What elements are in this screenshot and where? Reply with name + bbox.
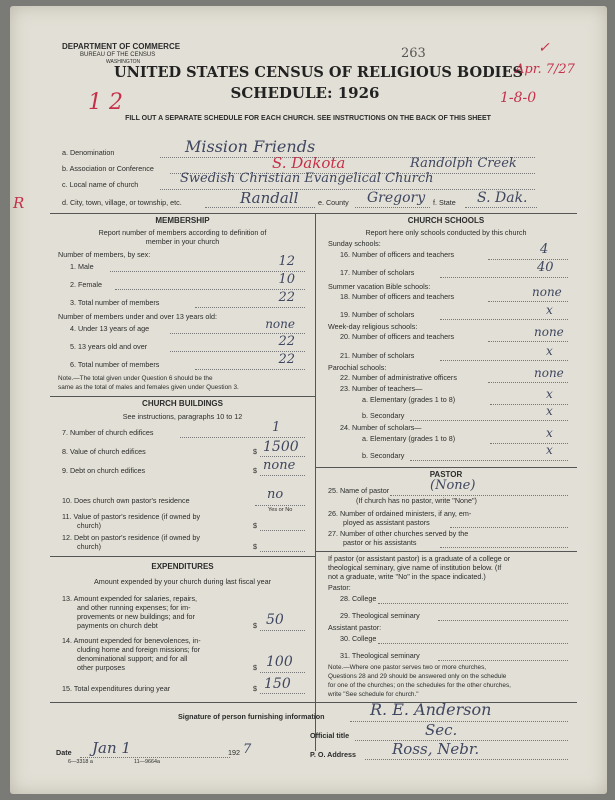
q20-value[interactable]: none (534, 325, 564, 339)
q27-label-1: 27. Number of other churches served by the (328, 529, 469, 538)
q15-dollar: $ (253, 684, 257, 693)
q2-label: 2. Female (70, 280, 102, 289)
q1-value[interactable]: 12 (278, 254, 295, 269)
graduate-text-2: theological seminary, give name of institution below. (If (328, 563, 502, 572)
year-label: 192 (228, 748, 240, 757)
q22-label: 22. Number of administrative officers (340, 373, 457, 382)
pastor-sublabel: Pastor: (328, 583, 351, 592)
city-label: WASHINGTON (106, 59, 141, 65)
q8-value[interactable]: 1500 (263, 439, 299, 455)
age-intro-label: Number of members under and over 13 years old: (58, 312, 218, 321)
po-address-label: P. O. Address (310, 750, 356, 759)
q10-label: 10. Does church own pastor's residence (62, 496, 190, 505)
q16-label: 16. Number of officers and teachers (340, 250, 455, 259)
q29-label: 29. Theological seminary (340, 611, 420, 620)
q18-label: 18. Number of officers and teachers (340, 292, 455, 301)
date-label: Date (56, 748, 72, 757)
q23b-value[interactable]: x (546, 404, 553, 418)
bureau-label: BUREAU OF THE CENSUS (80, 52, 156, 58)
date-value[interactable]: Jan 1 (92, 739, 131, 757)
q30-label: 30. College (340, 634, 377, 643)
q23b-label: b. Secondary (362, 411, 405, 420)
q18-value[interactable]: none (532, 285, 562, 299)
weekday-label: Week-day religious schools: (328, 322, 418, 331)
q7-value[interactable]: 1 (272, 420, 281, 435)
membership-note-2: same as the total of males and females given under Question 3. (58, 384, 239, 391)
association-value[interactable]: S. Dakota (272, 154, 346, 172)
q26-label-2: ployed as assistant pastors (343, 518, 430, 527)
year-value[interactable]: 7 (243, 742, 252, 757)
membership-note-1: Note.—The total given under Question 6 should be the (58, 375, 213, 382)
q17-label: 17. Number of scholars (340, 268, 415, 277)
q6-label: 6. Total number of members (70, 360, 160, 369)
pastor-note-4: write "See schedule for church." (328, 691, 419, 698)
q21-value[interactable]: x (546, 344, 553, 358)
schools-title: CHURCH SCHOOLS (407, 216, 485, 225)
q12-label-1: 12. Debt on pastor's residence (if owned by (62, 533, 201, 542)
q13-dollar: $ (253, 621, 257, 630)
q24b-value[interactable]: x (546, 443, 553, 457)
q23-label: 23. Number of teachers— (340, 384, 423, 393)
q25-value[interactable]: (None) (430, 478, 476, 493)
q24-label: 24. Number of scholars— (340, 423, 422, 432)
q12-label-2: church) (77, 542, 101, 551)
q3-label: 3. Total number of members (70, 298, 160, 307)
membership-intro-2: member in your church (145, 237, 220, 246)
membership-intro-1: Report number of members according to definition of (98, 228, 267, 237)
q13-label-1: 13. Amount expended for salaries, repairs, (62, 594, 198, 603)
q11-dollar: $ (253, 521, 257, 530)
q14-dollar: $ (253, 663, 257, 672)
received-date-annotation: Apr. 7/27 (515, 62, 575, 77)
q28-label: 28. College (340, 594, 377, 603)
pastor-note-3: for one of the churches; on the schedules for the other churches, (328, 682, 511, 689)
parochial-label: Parochial schools: (328, 363, 387, 372)
check-mark-annotation: ✓ (538, 40, 550, 56)
city-label-field: d. City, town, village, or township, etc. (62, 198, 182, 207)
q20-label: 20. Number of officers and teachers (340, 332, 455, 341)
number-annotation: 1 2 (88, 90, 123, 115)
schools-intro: Report here only schools conducted by this church (365, 228, 527, 237)
yes-no-hint: Yes or No (268, 507, 293, 513)
pastor-title: PASTOR (429, 470, 463, 479)
q1-label: 1. Male (70, 262, 94, 271)
q13-value[interactable]: 50 (266, 612, 284, 628)
q13-label-3: provements or new buildings; and for (77, 612, 195, 621)
q14-label-4: other purposes (77, 663, 125, 672)
code-annotation: 1-8-0 (500, 90, 537, 106)
pastor-note-1: Note.—Where one pastor serves two or more churches, (328, 664, 487, 671)
graduate-text-1: If pastor (or assistant pastor) is a graduate of a college or (328, 554, 511, 563)
q15-value[interactable]: 150 (264, 676, 291, 692)
q7-label: 7. Number of church edifices (62, 428, 154, 437)
graduate-text-3: not a graduate, write "No" in the space indicated.) (328, 572, 486, 581)
q21-label: 21. Number of scholars (340, 351, 415, 360)
q16-value[interactable]: 4 (540, 242, 549, 257)
q11-label-2: church) (77, 521, 101, 530)
q11-label-1: 11. Value of pastor's residence (if owned by (62, 512, 201, 521)
q31-label: 31. Theological seminary (340, 651, 420, 660)
buildings-title: CHURCH BUILDINGS (142, 399, 223, 408)
association-note: Randolph Creek (410, 156, 517, 171)
q25-label: 25. Name of pastor (328, 486, 390, 495)
q25-note: (If church has no pastor, write "None") (356, 496, 477, 505)
print-code-2: 11—9664a (134, 759, 160, 765)
q8-label: 8. Value of church edifices (62, 447, 146, 456)
q3-value[interactable]: 22 (278, 290, 295, 305)
schedule-title: SCHEDULE: 1926 (230, 84, 380, 102)
q9-dollar: $ (253, 466, 257, 475)
signature-value[interactable]: R. E. Anderson (370, 700, 492, 719)
po-address-value[interactable]: Ross, Nebr. (392, 740, 480, 758)
q26-label-1: 26. Number of ordained ministers, if any, em- (328, 509, 472, 518)
q23a-label: a. Elementary (grades 1 to 8) (362, 395, 456, 404)
q5-label: 5. 13 years old and over (70, 342, 148, 351)
q24a-value[interactable]: x (546, 426, 553, 440)
q9-label: 9. Debt on church edifices (62, 466, 146, 475)
county-label: e. County (318, 198, 349, 207)
q27-label-2: pastor or his assistants (343, 538, 417, 547)
state-value[interactable]: S. Dak. (477, 190, 528, 206)
official-title-value[interactable]: Sec. (425, 721, 458, 739)
census-form-sheet (10, 6, 607, 794)
q12-dollar: $ (253, 542, 257, 551)
state-label: f. State (433, 198, 456, 207)
q13-label-4: payments on church debt (77, 621, 158, 630)
denomination-value[interactable]: Mission Friends (185, 137, 316, 156)
q19-label: 19. Number of scholars (340, 310, 415, 319)
signature-label: Signature of person furnishing information (178, 712, 325, 721)
q10-value[interactable]: no (267, 487, 284, 502)
local-name-label: c. Local name of church (62, 180, 139, 189)
q9-value[interactable]: none (263, 458, 296, 473)
q14-value[interactable]: 100 (266, 654, 293, 670)
buildings-intro: See instructions, paragraphs 10 to 12 (122, 412, 243, 421)
sunday-label: Sunday schools: (328, 239, 381, 248)
q24b-label: b. Secondary (362, 451, 405, 460)
q23a-value[interactable]: x (546, 387, 553, 401)
county-value[interactable]: Gregory (367, 190, 426, 206)
q17-value[interactable]: 40 (537, 260, 554, 275)
local-name-value[interactable]: Swedish Christian Evangelical Church (180, 171, 434, 186)
q6-value[interactable]: 22 (278, 352, 295, 367)
association-label: b. Association or Conference (62, 164, 154, 173)
q22-value[interactable]: none (534, 366, 564, 380)
by-sex-label: Number of members, by sex: (58, 250, 151, 259)
form-title: UNITED STATES CENSUS OF RELIGIOUS BODIES (114, 64, 523, 81)
q2-value[interactable]: 10 (278, 272, 295, 287)
pastor-note-2: Questions 28 and 29 should be answered only on the schedule (328, 673, 507, 680)
q14-label-3: denominational support; and for all (77, 654, 188, 663)
city-value[interactable]: Randall (240, 189, 299, 207)
vacation-label: Summer vacation Bible schools: (328, 282, 431, 291)
q13-label-2: and other running expenses; for im- (77, 603, 191, 612)
q4-value[interactable]: none (265, 317, 295, 331)
q14-label-1: 14. Amount expended for benevolences, in- (62, 636, 201, 645)
dept-label: DEPARTMENT OF COMMERCE (62, 42, 181, 51)
q14-label-2: cluding home and foreign missions; for (77, 645, 201, 654)
q4-label: 4. Under 13 years of age (70, 324, 150, 333)
expenditures-intro: Amount expended by your church during last fiscal year (94, 577, 271, 586)
denomination-label: a. Denomination (62, 148, 115, 157)
official-title-label: Official title (310, 731, 350, 740)
q15-label: 15. Total expenditures during year (62, 684, 171, 693)
r-annotation: R (13, 194, 25, 212)
q24a-label: a. Elementary (grades 1 to 8) (362, 434, 456, 443)
instruction-line: FILL OUT A SEPARATE SCHEDULE FOR EACH CHURCH. SEE INSTRUCTIONS ON THE BACK OF THIS SHEET (125, 115, 491, 122)
q8-dollar: $ (253, 447, 257, 456)
assistant-sublabel: Assistant pastor: (328, 623, 382, 632)
q19-value[interactable]: x (546, 303, 553, 317)
print-code-1: 6—3318 a (68, 759, 93, 765)
q5-value[interactable]: 22 (278, 334, 295, 349)
expenditures-title: EXPENDITURES (151, 562, 214, 571)
membership-title: MEMBERSHIP (155, 216, 210, 225)
form-number: 263 (401, 46, 426, 61)
